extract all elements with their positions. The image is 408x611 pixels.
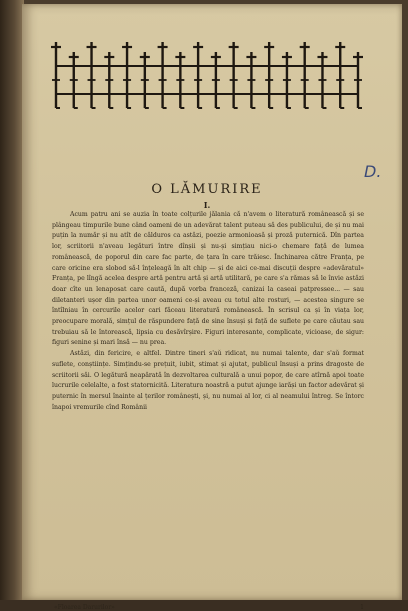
footer-page-number: 1: [360, 604, 364, 611]
paragraph: Acum patru ani se auzia în toate colțurile jălania că n'avem o literatură românească și se plângeau timpurile bune când oameni de un adevărat talent puteau să des publicului, de și nu mai puțin la număr și nu atît de călduros ca astăzi, poezie armonioasă și proză puternică. Dîn partea lor, scriitorii n'aveau legături între dînșii și nu-și simțiau nici-o chemare față de lumea românească, de poporul din care fac parte, de țara în care trăiesc. Închinarea către Franța, pe care oricine era slobod să-l înțeleagă în alt chip — și de aici ce-mai discuții despre «adevăratul» Franța, pe lîngă aceleа despre artă pentru artă și artă utilitară, pe care s'a rămas să le învie astăzi doar cîte un lenaposat care caută, după vorba franceză, canizai la caseai patpressee... — sau diletanteri ușor din partea unor oameni ce-și aveau cu totul alte rosturi, — acestea singure se întîlniau în cercurile acelor cari făceau literatură românească. În scrisul ca și în viața lor, preocupare morală, simțul de răspundere față de sine însuși și față de suflete pe care căutau sau trebuiau să le întorească, lipsia cu desăvîrșire. Figuri interesante, complicate, vicioase, de sigur: figuri senine și mari însă — nu prea.: [52, 211, 364, 347]
book-spine-edge: [0, 0, 24, 600]
paragraph: Astăzi, din fericire, e altfel. Dintre tineri s'aŭ ridicat, nu numai talente, dar s'aŭ format suflete, conștiințe. Simțindu-se prețuit, iubit, stimat și ajutat, publicul însuși a prins dragoste de scriitorii săi. O legătură neapărată în dezvoltarea culturală a unui popor, de care atîrnă apoi toate lucrurile celelalte, a fost statornicită. Literatura noastră a putut ajunge iarăși un factor adevărat și puternic în mersul înainte al țerilor românești, și, nu numai al lor, ci al neamului întreg. Se întorc înapoi vremurile cînd Românii: [52, 350, 364, 411]
section-number: I.: [203, 200, 211, 210]
decorative-header-ornament: [52, 36, 362, 116]
page-title: O LĂMURIRE: [151, 182, 263, 197]
page-content: [52, 36, 388, 611]
book-page: [22, 4, 402, 611]
handwritten-mark: D.: [364, 162, 382, 181]
footer-publication-name: «Floarea Darurilor»: [54, 604, 115, 611]
title-block: [52, 178, 362, 197]
page-footer: [54, 604, 364, 611]
body-text: [52, 210, 364, 413]
